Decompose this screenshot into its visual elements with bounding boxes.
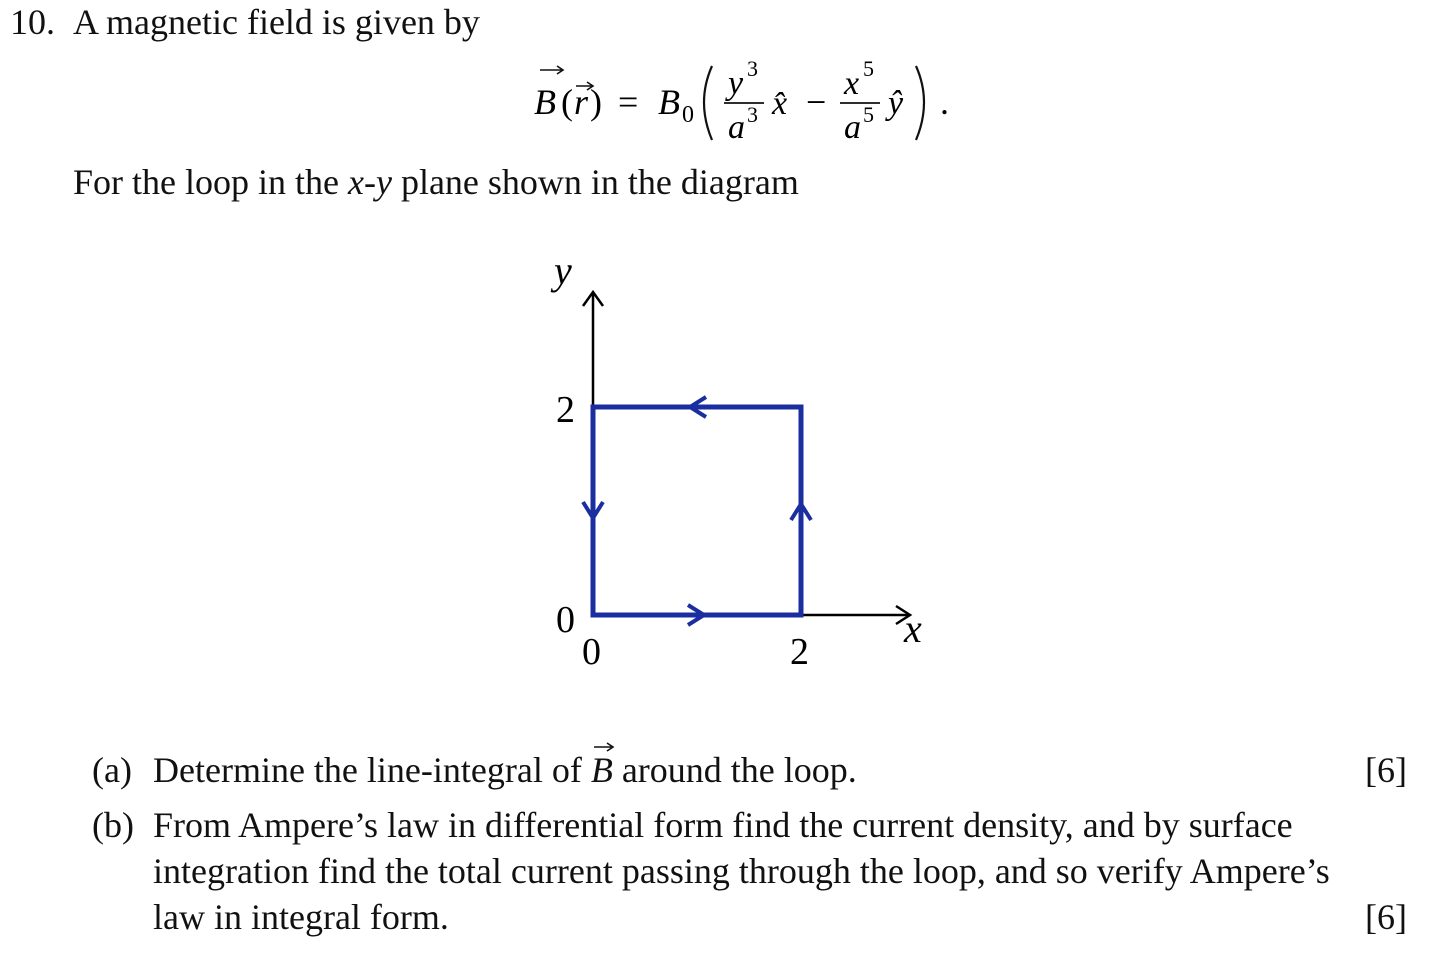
eq-equals: = <box>618 82 639 122</box>
part-a-symbol: B <box>591 750 613 790</box>
eq-lhs-open: ( <box>561 82 573 122</box>
part-b-line3: law in integral form. <box>153 897 449 937</box>
eq-t2-den: a <box>844 109 861 146</box>
vector-arrow-icon <box>593 742 615 752</box>
loop-sentence-x: x <box>347 162 364 202</box>
question-intro: A magnetic field is given by <box>73 2 480 42</box>
loop-square <box>593 407 801 615</box>
x-axis-label: x <box>904 606 922 651</box>
part-b-label: (b) <box>92 805 134 845</box>
y-axis-label: y <box>554 248 572 293</box>
x-tick-2: 2 <box>790 631 809 673</box>
loop-sentence <box>73 162 799 202</box>
eq-t2-num-exp: 5 <box>863 58 874 81</box>
eq-lhs-r: r <box>574 82 589 122</box>
eq-t2-num: x <box>844 65 860 102</box>
part-a-pre: Determine the line-integral of <box>153 750 582 790</box>
eq-t2-den-exp: 5 <box>863 102 874 127</box>
eq-lhs-close: ) <box>590 82 602 122</box>
part-a-post: around the loop. <box>621 750 857 790</box>
eq-t1-den: a <box>728 109 745 146</box>
eq-t1-unit: x̂ <box>772 85 788 122</box>
eq-period: . <box>940 82 949 122</box>
eq-coef-sub: 0 <box>682 102 694 128</box>
eq-t1-num-exp: 3 <box>747 58 758 81</box>
part-b-line1: From Ampere’s law in differential form find the current density, and by surface <box>153 805 1293 845</box>
loop-sentence-post: plane shown in the diagram <box>400 162 799 202</box>
loop-diagram <box>520 240 1000 690</box>
part-b-marks: [6] <box>1365 897 1407 937</box>
part-b-line2: integration find the total current passing through the loop, and so verify Ampere’s <box>153 851 1330 891</box>
loop-sentence-dash: - <box>363 162 376 202</box>
question-number: 10. <box>10 2 55 42</box>
part-a-text <box>153 750 857 790</box>
eq-t1-num: y <box>728 65 744 102</box>
eq-lhs-b: B <box>534 82 556 122</box>
x-tick-0: 0 <box>582 631 601 673</box>
eq-minus: − <box>806 82 827 122</box>
eq-t2-unit: ŷ <box>888 85 904 122</box>
loop-sentence-y: y <box>375 162 392 202</box>
field-equation <box>530 58 1010 158</box>
part-a-label: (a) <box>92 750 132 790</box>
y-tick-0: 0 <box>556 599 575 641</box>
eq-t1-den-exp: 3 <box>747 102 758 127</box>
eq-coef: B <box>658 82 680 122</box>
loop-sentence-pre: For the loop in the <box>73 162 339 202</box>
part-a-marks: [6] <box>1365 750 1407 790</box>
y-tick-2: 2 <box>556 389 575 431</box>
